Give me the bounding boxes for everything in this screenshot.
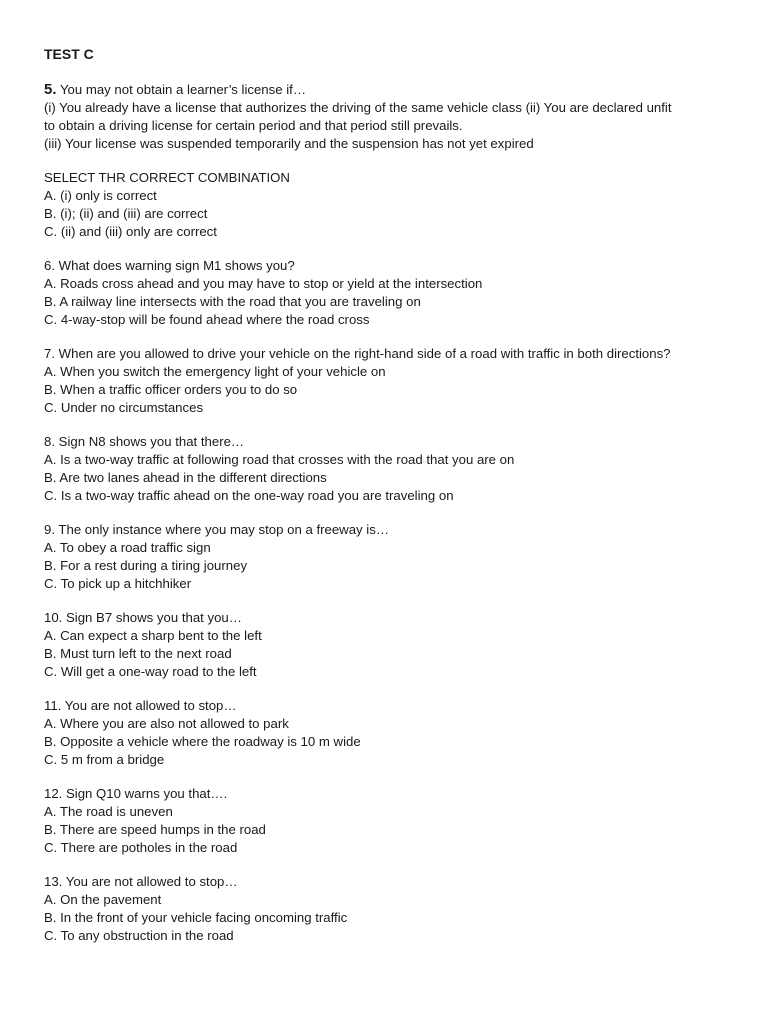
option-a: A. To obey a road traffic sign: [44, 540, 211, 555]
option-c: C. 5 m from a bridge: [44, 752, 165, 767]
question-6: [44, 257, 744, 329]
option-a: A. The road is uneven: [44, 804, 173, 819]
question-stem: 10. Sign B7 shows you that you…: [44, 610, 242, 625]
question-5-option-b: B. (i); (ii) and (iii) are correct: [44, 206, 208, 221]
option-c: C. Under no circumstances: [44, 400, 204, 415]
question-5-instruction: SELECT THR CORRECT COMBINATION: [44, 170, 290, 185]
question-stem: 9. The only instance where you may stop on a freeway is…: [44, 522, 390, 537]
option-c: C. Will get a one-way road to the left: [44, 664, 257, 679]
question-5-condition-line-3: (iii) Your license was suspended temporarily and the suspension has not yet expired: [44, 136, 534, 151]
option-a: A. Where you are also not allowed to park: [44, 716, 289, 731]
option-b: B. When a traffic officer orders you to do so: [44, 382, 298, 397]
question-5-stem-text: You may not obtain a learner’s license if…: [56, 82, 307, 97]
option-b: B. There are speed humps in the road: [44, 822, 266, 837]
option-b: B. In the front of your vehicle facing oncoming traffic: [44, 910, 348, 925]
option-b: B. A railway line intersects with the road that you are traveling on: [44, 294, 421, 309]
option-a: A. When you switch the emergency light of your vehicle on: [44, 364, 386, 379]
option-c: C. 4-way-stop will be found ahead where the road cross: [44, 312, 370, 327]
question-8: [44, 433, 744, 505]
question-5-condition-line-1: (i) You already have a license that authorizes the driving of the same vehicle class (ii) You are declared unfit: [44, 100, 672, 115]
question-5-condition-line-2: to obtain a driving license for certain period and that period still prevails.: [44, 118, 463, 133]
option-c: C. To any obstruction in the road: [44, 928, 234, 943]
page-title: TEST C: [44, 46, 94, 62]
question-5-option-c: C. (ii) and (iii) only are correct: [44, 224, 217, 239]
option-b: B. Opposite a vehicle where the roadway is 10 m wide: [44, 734, 361, 749]
option-c: C. To pick up a hitchhiker: [44, 576, 192, 591]
option-a: A. Is a two-way traffic at following road that crosses with the road that you are on: [44, 452, 515, 467]
question-9: [44, 521, 744, 593]
option-a: A. Can expect a sharp bent to the left: [44, 628, 262, 643]
question-stem: 6. What does warning sign M1 shows you?: [44, 258, 295, 273]
question-5-stem: [44, 81, 744, 99]
question-5-number: 5.: [44, 81, 57, 98]
option-b: B. Must turn left to the next road: [44, 646, 232, 661]
question-5-answers: [44, 169, 744, 241]
option-c: C. Is a two-way traffic ahead on the one-way road you are traveling on: [44, 488, 454, 503]
question-stem: 13. You are not allowed to stop…: [44, 874, 238, 889]
option-a: A. Roads cross ahead and you may have to stop or yield at the intersection: [44, 276, 483, 291]
question-10: [44, 609, 744, 681]
question-12: [44, 785, 744, 857]
option-c: C. There are potholes in the road: [44, 840, 238, 855]
question-stem: 7. When are you allowed to drive your vehicle on the right-hand side of a road with traffic in both directions?: [44, 346, 671, 361]
question-7: [44, 345, 744, 417]
option-b: B. Are two lanes ahead in the different directions: [44, 470, 327, 485]
question-stem: 11. You are not allowed to stop…: [44, 698, 237, 713]
option-b: B. For a rest during a tiring journey: [44, 558, 248, 573]
document-page: [44, 44, 744, 961]
question-11: [44, 697, 744, 769]
option-a: A. On the pavement: [44, 892, 162, 907]
question-5-option-a: A. (i) only is correct: [44, 188, 157, 203]
question-5: [44, 81, 744, 153]
question-stem: 8. Sign N8 shows you that there…: [44, 434, 245, 449]
question-13: [44, 873, 744, 945]
question-stem: 12. Sign Q10 warns you that….: [44, 786, 228, 801]
